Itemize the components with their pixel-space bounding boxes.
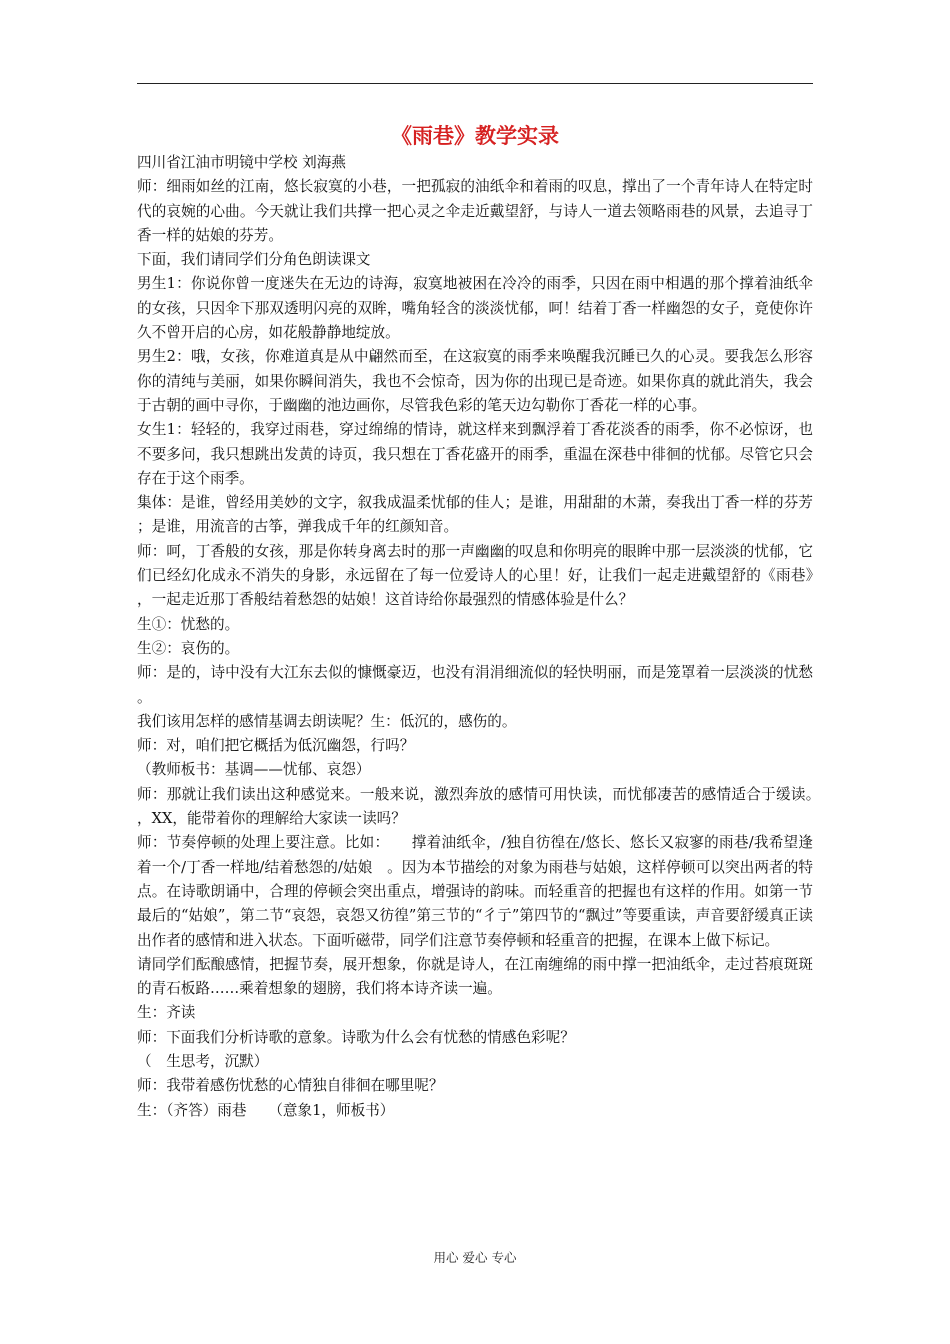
author-line: 四川省江油市明镜中学校 刘海燕 <box>137 154 346 171</box>
paragraph: 集体：是谁，曾经用美妙的文字，叙我成温柔忧郁的佳人；是谁，用甜甜的木萧，奏我出丁香一样的芬芳；是谁，用流音的古筝，弹我成千年的红颜知音。 <box>137 494 813 536</box>
paragraph: 师：是的，诗中没有大江东去似的慷慨豪迈，也没有涓涓细流似的轻快明丽，而是笼罩着一层淡淡的忧愁。 <box>137 664 813 706</box>
paragraph: 师：那就让我们读出这种感觉来。一般来说，激烈奔放的感情可用快读，而忧郁凄苦的感情适合于缓读。，XX，能带着你的理解给大家读一读吗？ <box>137 785 813 828</box>
paragraph: 我们该用怎样的感情基调去朗读呢？生：低沉的，感伤的。 <box>137 712 517 730</box>
paragraph: 生：（齐答）雨巷 （意象1，师板书） <box>137 1101 395 1119</box>
document-body <box>137 151 813 1123</box>
paragraph: 请同学们酝酿感情，把握节奏，展开想象，你就是诗人，在江南缠绵的雨中撑一把油纸伞，走过苔痕斑斑的青石板路……乘着想象的翅膀，我们将本诗齐读一遍。 <box>137 955 813 998</box>
paragraph: 师：我带着感伤忧愁的心情独自徘徊在哪里呢？ <box>137 1077 444 1095</box>
paragraph: 师：细雨如丝的江南，悠长寂寞的小巷，一把孤寂的油纸伞和着雨的叹息，撑出了一个青年诗人在特定时代的哀婉的心曲。今天就让我们共撑一把心灵之伞走近戴望舒，与诗人一道去领略雨巷的风景，去追寻丁香一样的姑娘的芬芳。 <box>137 178 813 244</box>
paragraph: 师：下面我们分析诗歌的意象。诗歌为什么会有忧愁的情感色彩呢？ <box>137 1028 575 1046</box>
document-title: 《雨巷》教学实录 <box>391 123 559 148</box>
paragraph: 师：呵，丁香般的女孩，那是你转身离去时的那一声幽幽的叹息和你明亮的眼眸中那一层淡淡的忧郁，它们已经幻化成永不消失的身影，永远留在了每一位爱诗人的心里！好，让我们一起走进戴望舒的《雨巷》，一起走近那丁香般结着愁怨的姑娘！这首诗给你最强烈的情感体验是什么？ <box>137 542 813 609</box>
paragraph: 女生1：轻轻的，我穿过雨巷，穿过绵绵的情诗，就这样来到飘浮着丁香花淡香的雨季，你不必惊讶，也不要多问，我只想跳出发黄的诗页，我只想在丁香花盛开的雨季，重温在深巷中徘徊的忧郁。尽管它只会存在于这个雨季。 <box>137 421 813 487</box>
paragraph: （教师板书：基调——忧郁、哀怨） <box>137 761 371 779</box>
paragraph: 师：节奏停顿的处理上要注意。比如： 撑着油纸伞，/独自彷徨在/悠长、悠长又寂寥的雨巷/我希望逢着一个/丁香一样地/结着愁怨的/姑娘 。因为本节描绘的对象为雨巷与姑娘，这样停顿可以突出两者的特点。在诗歌朗诵中，合理的停顿会突出重点，增强诗的韵味。而轻重音的把握也有这样的作用。如第一节最后的“姑娘”，第二节“哀怨，哀怨又彷徨”第三节的“彳亍”第四节的“飘过”等要重读，声音要舒缓真正读出作者的感情和进入状态。下面听磁带，同学们注意节奏停顿和轻重音的把握，在课本上做下标记。 <box>137 834 813 949</box>
paragraph: 下面，我们请同学们分角色朗读课文 <box>137 251 371 269</box>
header-rule <box>137 83 813 84</box>
paragraph: 生①：忧愁的。 <box>137 615 240 633</box>
paragraph: 师：对，咱们把它概括为低沉幽怨，行吗？ <box>137 737 415 755</box>
paragraph: 男生2：哦，女孩，你难道真是从中翩然而至，在这寂寞的雨季来唤醒我沉睡已久的心灵。要我怎么形容你的清纯与美丽，如果你瞬间消失，我也不会惊奇，因为你的出现已是奇迹。如果你真的就此消失，我会于古朝的画中寻你，于幽幽的池边画你，尽管我色彩的笔天边勾勒你丁香花一样的心事。 <box>137 348 813 414</box>
page-footer: 用心 爱心 专心 <box>433 1250 517 1265</box>
paragraph: （ 生思考，沉默） <box>137 1052 269 1070</box>
paragraph: 男生1：你说你曾一度迷失在无边的诗海，寂寞地被困在冷冷的雨季，只因在雨中相遇的那个撑着油纸伞的女孩，只因伞下那双透明闪亮的双眸，嘴角轻含的淡淡忧郁，呵！结着丁香一样幽怨的女子，竟使你许久不曾开启的心房，如花般静静地绽放。 <box>137 275 813 342</box>
paragraph: 生：齐读 <box>137 1004 196 1022</box>
paragraph: 生②：哀伤的。 <box>137 639 240 657</box>
